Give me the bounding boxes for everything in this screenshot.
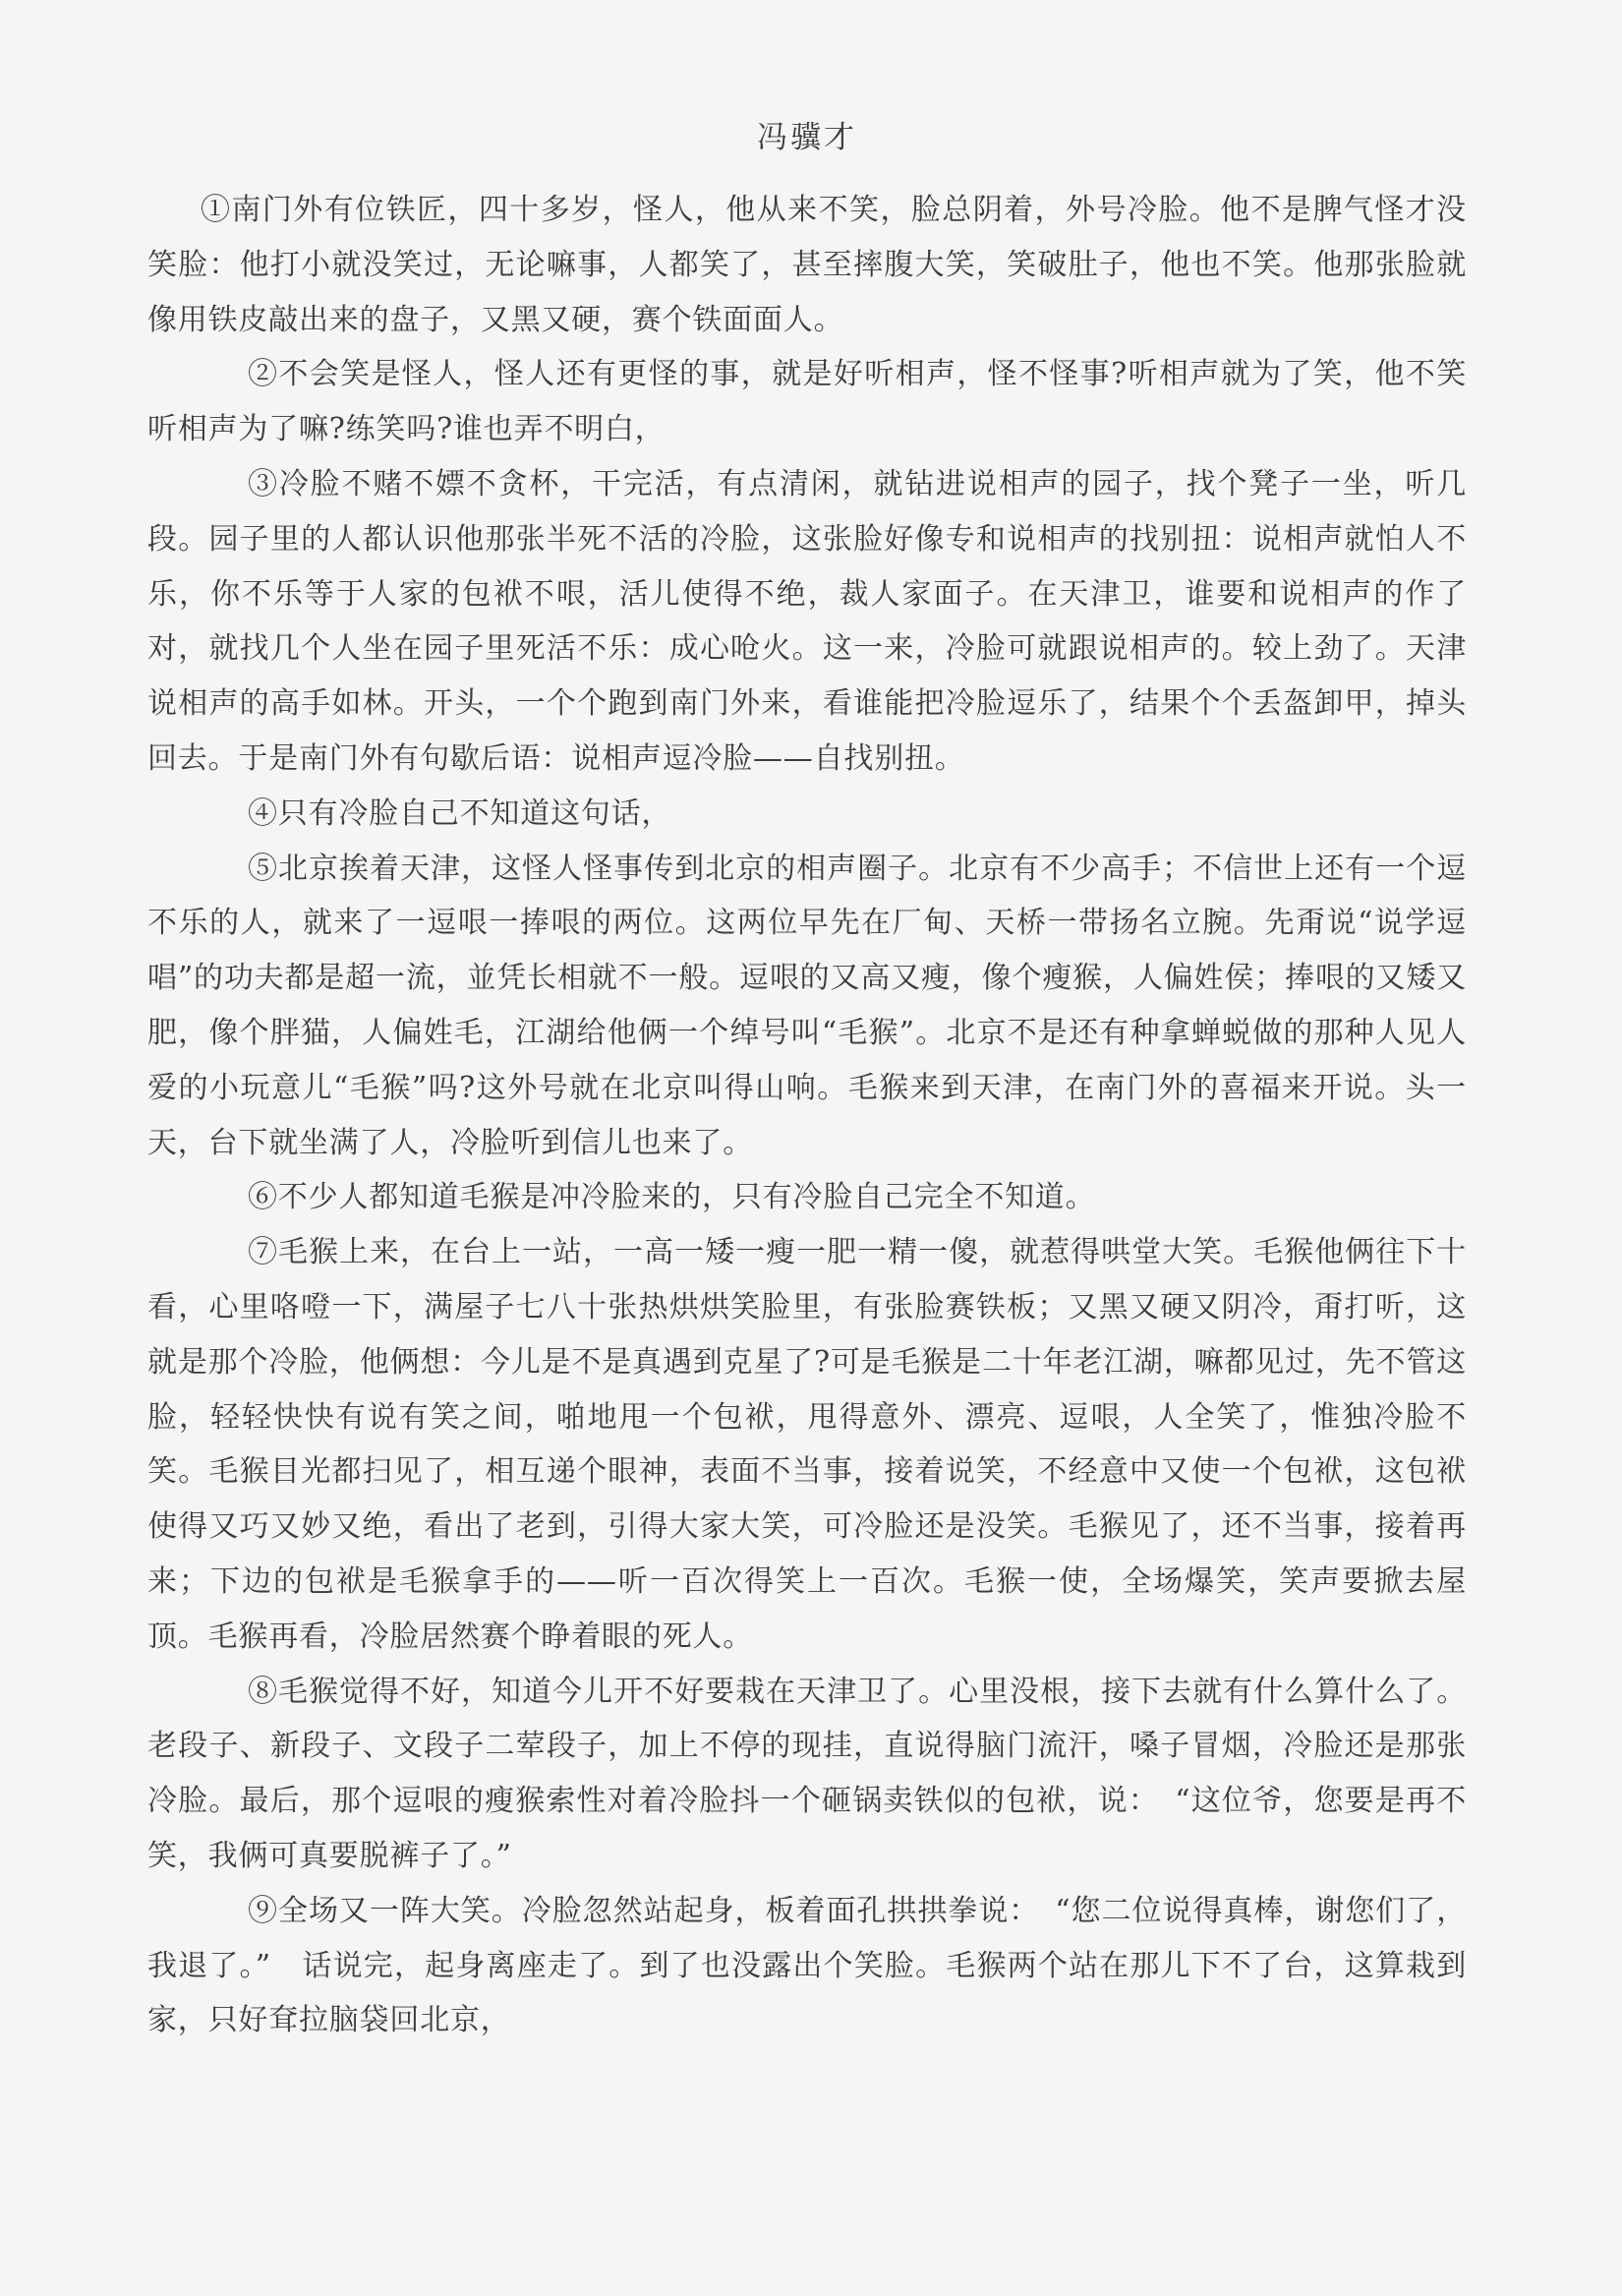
paragraph-9: ⑨全场又一阵大笑。冷脸忽然站起身，板着面孔拱拱拳说： “您二位说得真棒，谢您们了，我退了。” 话说完，起身离座走了。到了也没露出个笑脸。毛猴两个站在那儿下不了台，这算栽到家，只好耷拉脑袋回北京， [147, 1893, 1467, 2038]
paragraph-1: ①南门外有位铁匠，四十多岁，怪人，他从来不笑，脸总阴着，外号冷脸。他不是脾气怪才没笑脸：他打小就没笑过，无论嘛事，人都笑了，甚至摔腹大笑，笑破肚子，他也不笑。他那张脸就像用铁皮敲出来的盘子，又黑又硬，赛个铁面面人。 [147, 193, 1467, 337]
paragraph-2: ②不会笑是怪人，怪人还有更怪的事，就是好听相声，怪不怪事?听相声就为了笑，他不笑听相声为了嘛?练笑吗?谁也弄不明白， [147, 357, 1467, 447]
author-title: 冯骥才 [757, 120, 857, 155]
paragraph-6: ⑥不少人都知道毛猴是冲冷脸来的，只有冷脸自己完全不知道。 [248, 1180, 1096, 1215]
paragraph-8: ⑧毛猴觉得不好，知道今儿开不好要栽在天津卫了。心里没根，接下去就有什么算什么了。老段子、新段子、文段子二荤段子，加上不停的现挂，直说得脑门流汗，嗓子冒烟，冷脸还是那张冷脸。最后，那个逗哏的瘦猴索性对着冷脸抖一个砸锅卖铁似的包袱，说： “这位爷，您要是再不笑，我俩可真要脱裤子了。” [147, 1674, 1467, 1873]
paragraph-5: ⑤北京挨着天津，这怪人怪事传到北京的相声圈子。北京有不少高手；不信世上还有一个逗不乐的人，就来了一逗哏一捧哏的两位。这两位早先在厂甸、天桥一带扬名立腕。先甭说“说学逗唱”的功夫都是超一流，並凭长相就不一般。逗哏的又高又瘦，像个瘦猴，人偏姓侯；捧哏的又矮又肥，像个胖猫，人偏姓毛，江湖给他俩一个绰号叫“毛猴”。北京不是还有种拿蝉蜕做的那种人见人爱的小玩意儿“毛猴”吗?这外号就在北京叫得山响。毛猴来到天津，在南门外的喜福来开说。头一天，台下就坐满了人，冷脸听到信儿也来了。 [147, 851, 1467, 1160]
paragraph-3: ③冷脸不赌不嫖不贪杯，干完活，有点清闲，就钻进说相声的园子，找个凳子一坐，听几段。园子里的人都认识他那张半死不活的冷脸，这张脸好像专和说相声的找别扭：说相声就怕人不乐，你不乐等于人家的包袱不哏，活儿使得不绝，裁人家面子。在天津卫，谁要和说相声的作了对，就找几个人坐在园子里死活不乐：成心呛火。这一来，冷脸可就跟说相声的。较上劲了。天津说相声的高手如林。开头，一个个跑到南门外来，看谁能把冷脸逗乐了，结果个个丢盔卸甲，掉头回去。于是南门外有句歇后语：说相声逗冷脸——自找别扭。 [147, 466, 1467, 776]
story-body [147, 183, 1467, 2048]
paragraph-4: ④只有冷脸自己不知道这句话， [248, 795, 672, 831]
paragraph-7: ⑦毛猴上来，在台上一站，一高一矮一瘦一肥一精一傻，就惹得哄堂大笑。毛猴他俩往下十看，心里咯噔一下，满屋子七八十张热烘烘笑脸里，有张脸赛铁板；又黑又硬又阴冷，甭打听，这就是那个冷脸，他俩想：今儿是不是真遇到克星了?可是毛猴是二十年老江湖，嘛都见过，先不管这脸，轻轻快快有说有笑之间，啪地甩一个包袱，甩得意外、漂亮、逗哏，人全笑了，惟独冷脸不笑。毛猴目光都扫见了，相互递个眼神，表面不当事，接着说笑，不经意中又使一个包袱，这包袱使得又巧又妙又绝，看出了老到，引得大家大笑，可冷脸还是没笑。毛猴见了，还不当事，接着再来；下边的包袱是毛猴拿手的——听一百次得笑上一百次。毛猴一使，全场爆笑，笑声要掀去屋顶。毛猴再看，冷脸居然赛个睁着眼的死人。 [147, 1235, 1467, 1654]
